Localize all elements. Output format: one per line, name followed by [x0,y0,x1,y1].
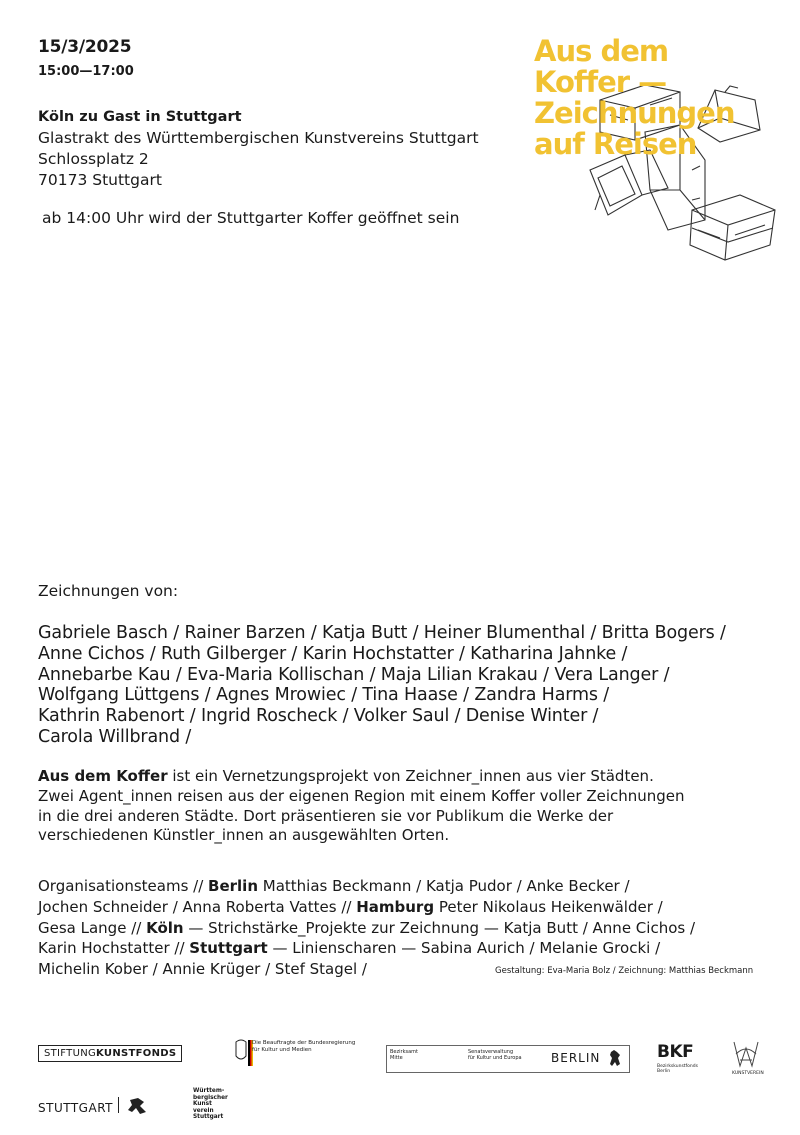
federal-commissioner-logo [252,1040,372,1054]
berlin-bear-icon [608,1049,622,1067]
logo-text: für Kultur und Medien [252,1047,312,1053]
event-date: 15/3/2025 [38,37,132,57]
kunstverein-subtitle: KUNSTVEREIN [732,1071,764,1076]
organisation-teams [38,876,798,980]
team-members: Matthias Beckmann / Katja Pudor / Anke Becker / [258,877,630,895]
logo-text: Bezirksamt [390,1049,418,1055]
logo-text: Württem- [193,1088,225,1094]
artists-list [38,623,798,748]
bezirksamt-text [390,1049,460,1061]
artists-line: Kathrin Rabenort / Ingrid Roscheck / Volker Saul / Denise Winter / [38,706,599,727]
opening-note: ab 14:00 Uhr wird der Stuttgarter Koffer geöffnet sein [42,209,460,227]
bkf-logo: BKF [657,1042,694,1062]
stuttgart-logo: STUTTGART [38,1101,113,1115]
artists-line: Gabriele Basch / Rainer Barzen / Katja Butt / Heiner Blumenthal / Britta Bogers / [38,623,726,643]
city-koeln: Köln [146,918,184,937]
logo-text: Senatsverwaltung [468,1049,514,1055]
project-description [38,767,778,846]
artists-line: Annebarbe Kau / Eva-Maria Kollischan / Maja Lilian Krakau / Vera Langer / [38,664,670,685]
logo-text: KUNSTFONDS [96,1048,177,1059]
city-hamburg: Hamburg [356,897,435,916]
artists-line: Wolfgang Lüttgens / Agnes Mrowiec / Tina Haase / Zandra Harms / [38,685,610,706]
wuerttembergischer-kunstverein-logo [193,1088,233,1121]
kunstverein-logo-icon [730,1038,762,1070]
event-time: 15:00—17:00 [38,64,134,79]
logo-text: Kunst [193,1101,212,1107]
logo-text: bergischer [193,1094,228,1101]
venue-block [38,107,479,191]
team-members: Gesa Lange // [38,918,147,937]
exhibition-title-line: Aus dem [534,34,669,68]
team-members: Peter Nikolaus Heikenwälder / [434,897,663,916]
logo-text: verein [193,1107,214,1114]
exhibition-title-line: Koffer — [534,65,667,99]
city-berlin: Berlin [208,877,258,895]
team-members: — Strichstärke_Projekte zur Zeichnung — Katja Butt / Anne Cichos / [183,918,696,937]
team-members: Karin Hochstatter // [38,939,190,958]
description-text: ist ein Vernetzungsprojekt von Zeichner_innen aus vier Städten. [167,767,654,785]
logo-text: Mitte [390,1055,403,1061]
stuttgart-horse-icon [118,1094,154,1116]
venue-street: Schlossplatz 2 [38,150,149,168]
berlin-wordmark: BERLIN [551,1051,601,1065]
teams-intro: Organisationsteams // [38,877,209,895]
artists-line: Anne Cichos / Ruth Gilberger / Karin Hochstatter / Katharina Jahnke / [38,643,628,664]
senat-text [468,1049,544,1061]
stiftung-kunstfonds-logo [38,1045,182,1062]
logo-text: für Kultur und Europa [468,1055,522,1061]
logo-text: STIFTUNG [44,1048,97,1059]
team-members: Jochen Schneider / Anna Roberta Vattes // [38,897,357,916]
description-text: in die drei anderen Städte. Dort präsentieren sie vor Publikum die Werke der [38,806,614,825]
artists-heading: Zeichnungen von: [38,582,179,600]
bkf-subtitle: Bezirkskunstfonds Berlin [657,1064,698,1074]
team-members: Michelin Kober / Annie Krüger / Stef Stagel / [38,960,367,979]
venue-city: 70173 Stuttgart [38,171,162,189]
city-stuttgart: Stuttgart [189,939,268,958]
artists-line: Carola Willbrand / [38,726,192,747]
event-title: Köln zu Gast in Stuttgart [38,109,242,125]
exhibition-title-line: auf Reisen [534,127,697,161]
team-members: — Linienscharen — Sabina Aurich / Melanie Grocki / [267,939,661,958]
description-text: Zwei Agent_innen reisen aus der eigenen Region mit einem Koffer voller Zeichnungen [38,786,685,805]
exhibition-title-line: Zeichnungen [534,96,735,130]
description-text: verschiedenen Künstler_innen an ausgewählten Orten. [38,826,450,845]
project-name: Aus dem Koffer [38,767,168,785]
exhibition-title [534,36,794,160]
venue-name: Glastrakt des Württembergischen Kunstvereins Stuttgart [38,129,479,147]
design-credits: Gestaltung: Eva-Maria Bolz / Zeichnung: Matthias Beckmann [495,966,754,976]
logo-text: Stuttgart [193,1114,224,1120]
logo-text: Die Beauftragte der Bundesregierung [252,1040,356,1046]
